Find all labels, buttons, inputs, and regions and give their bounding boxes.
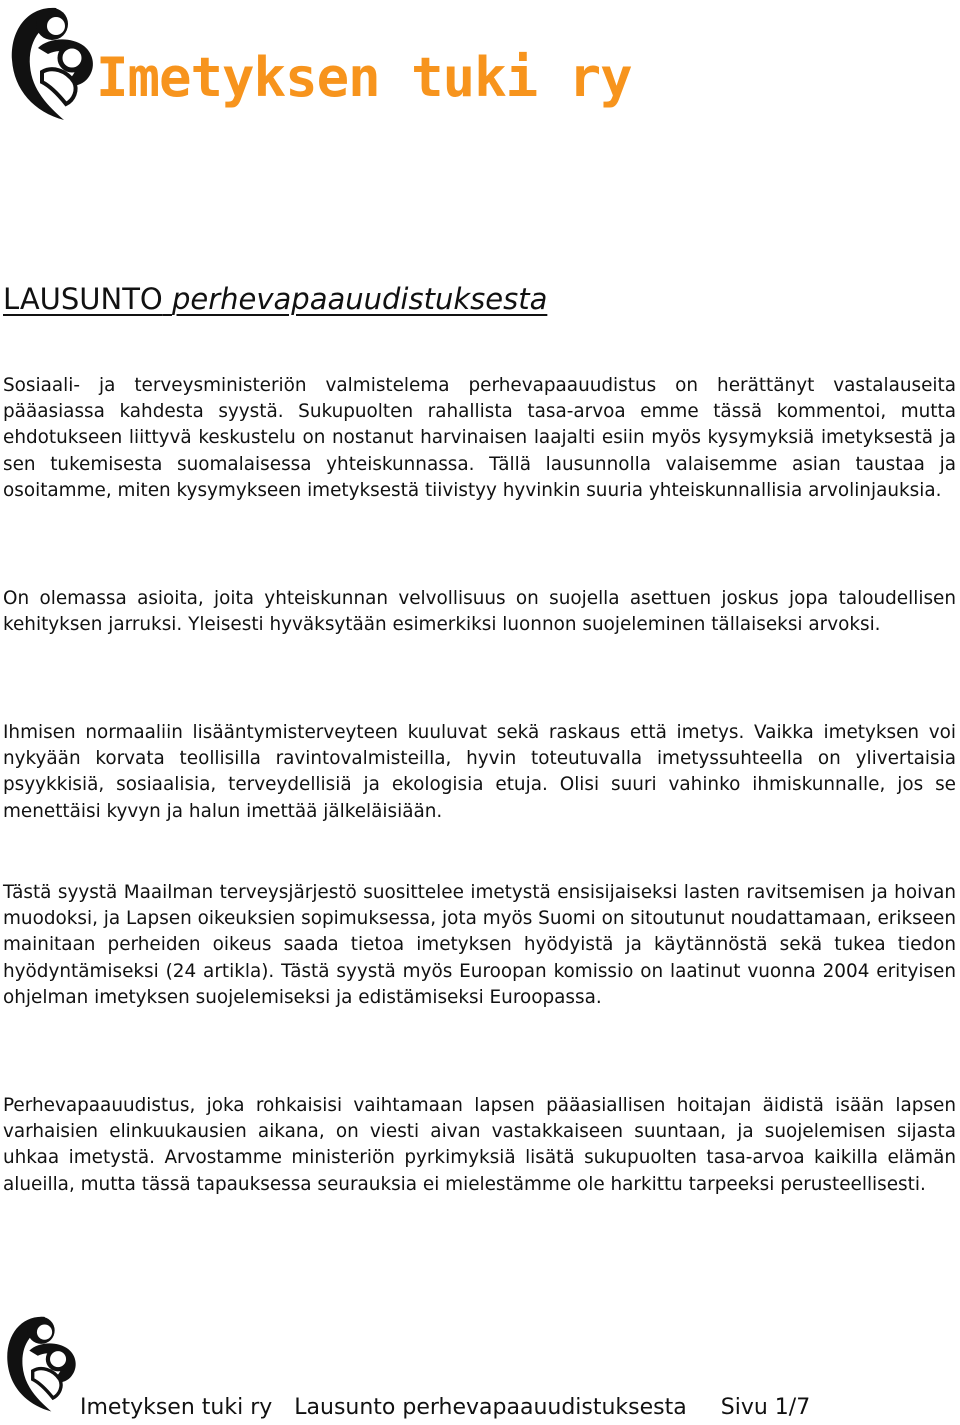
footer-document-name: Lausunto perhevapaauudistuksesta xyxy=(294,1395,687,1420)
paragraph-1: Sosiaali- ja terveysministeriön valmistelema perhevapaauudistus on herättänyt vastalauseita pääasiassa kahdesta syystä. Sukupuolten rahallista tasa-arvoa emme tässä kommentoi, mutta ehdotukseen liittyvä keskustelu on nostanut harvinaisen laajalti esiin myös kysymyksiä imetyksestä ja sen tukemisesta suomalaisessa yhteiskunnassa. Tällä lausunnolla valaisemme asian taustaa ja osoitamme, miten kysymykseen imetyksestä tiivistyy hyvinkin suuria yhteiskunnallisia arvolinjauksia. xyxy=(3,375,956,501)
mother-and-child-logo-icon xyxy=(4,1310,80,1415)
title-prefix: LAUSUNTO xyxy=(3,282,163,316)
header-logo xyxy=(8,2,632,132)
paragraph-4: Tästä syystä Maailman terveysjärjestö suosittelee imetystä ensisijaiseksi lasten ravitsemisen ja hoivan muodoksi, ja Lapsen oikeuksien sopimuksessa, jota myös Suomi on sitoutunut noudattamaan, erikseen mainitaan perheiden oikeus saada tietoa imetyksen hyödyistä ja käytännöstä sekä tukea tiedon hyödyntämiseksi (24 artikla). Tästä syystä myös Euroopan komissio on laatinut vuonna 2004 erityisen ohjelman imetyksen suojelemiseksi ja edistämiseksi Euroopassa. xyxy=(3,882,956,1008)
logo-wordmark: Imetyksen tuki ry xyxy=(96,46,632,109)
page-footer xyxy=(80,1395,810,1420)
footer-page-number: Sivu 1/7 xyxy=(720,1395,811,1420)
paragraph-2: On olemassa asioita, joita yhteiskunnan velvollisuus on suojella asettuen joskus jopa taloudellisen kehityksen jarruksi. Yleisesti hyväksytään esimerkiksi luonnon suojeleminen tällaiseksi arvoksi. xyxy=(3,588,956,636)
document-title xyxy=(3,282,547,316)
paragraph-3: Ihmisen normaaliin lisääntymisterveyteen kuuluvat sekä raskaus että imetys. Vaikka imetyksen voi nykyään korvata teollisilla ravintovalmisteilla, hyvin toteutuvalla imetyssuhteella on ylivertaisia psyykkisiä, sosiaalisia, terveydellisiä ja ekologisia etuja. Olisi suuri vahinko ihmiskunnalle, jos se menettäisi kyvyn ja halun imettää jälkeläisiään. xyxy=(3,722,956,822)
paragraph-5: Perhevapaauudistus, joka rohkaisisi vaihtamaan lapsen pääasiallisen hoitajan äidistä isään lapsen varhaisien elinkuukausien aikana, on viesti aivan vastakkaiseen suuntaan, ja suojelemisen sijasta uhkaa imetystä. Arvostamme ministeriön pyrkimyksiä lisätä sukupuolten tasa-arvoa kaikilla elämän alueilla, mutta tässä tapauksessa seurauksia ei mielestämme ole harkittu tarpeeksi perusteellisesti. xyxy=(3,1095,956,1195)
title-emphasis: perhevapaauudistuksesta xyxy=(171,282,548,316)
footer-org-name: Imetyksen tuki ry xyxy=(80,1395,273,1420)
mother-and-child-logo-icon xyxy=(8,2,98,122)
